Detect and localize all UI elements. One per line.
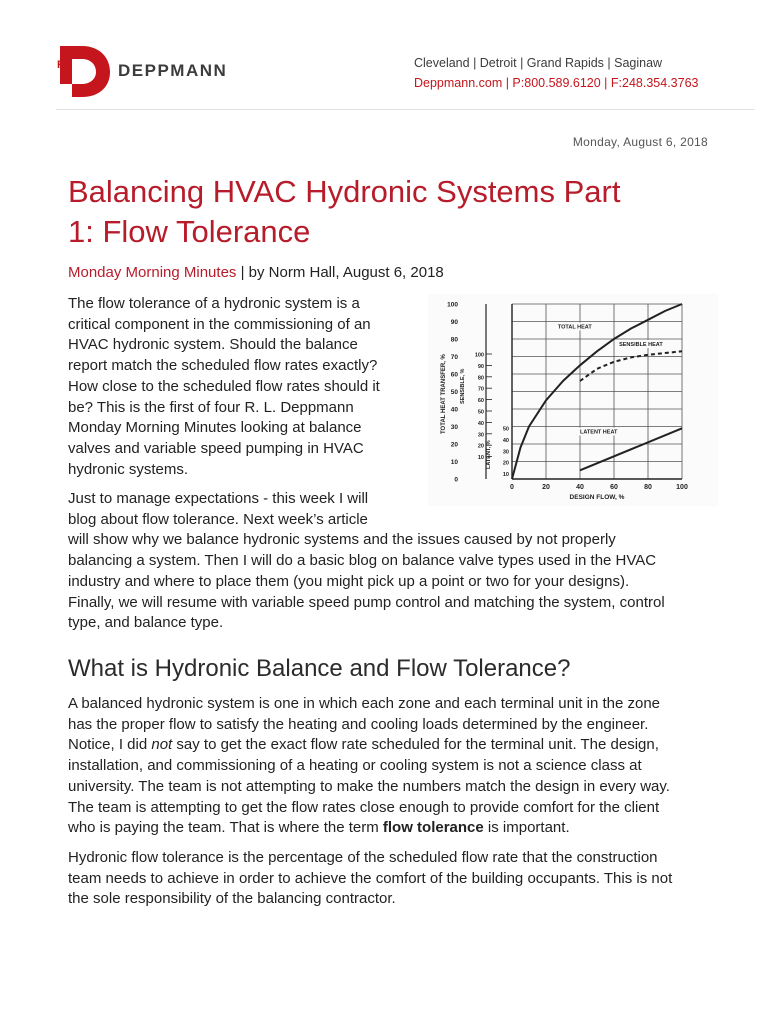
x-tick-label: 100 bbox=[676, 484, 688, 491]
y-tick-label: 20 bbox=[450, 441, 458, 449]
series-label-2: LATENT HEAT bbox=[580, 429, 618, 436]
y-tick-label: 10 bbox=[450, 459, 458, 466]
section-heading: What is Hydronic Balance and Flow Tolerance? bbox=[68, 655, 571, 682]
x-tick-label: 0 bbox=[510, 484, 514, 491]
post-date: Monday, August 6, 2018 bbox=[572, 135, 708, 149]
page-header bbox=[0, 0, 768, 110]
logo-letters: RL bbox=[57, 59, 72, 71]
tolerance-paragraph: Hydronic flow tolerance is the percentage of the scheduled flow rate that the construction team needs to achieve in order to achieve the comfort of the building occupants. This is not the sole responsibility of the balancing contractor. bbox=[68, 849, 673, 908]
sensible-tick-label: 60 bbox=[477, 398, 484, 405]
heat-transfer-chart bbox=[428, 294, 718, 506]
sensible-tick-label: 50 bbox=[477, 409, 484, 416]
sensible-tick-label: 80 bbox=[477, 375, 484, 382]
term-flow-tolerance: flow tolerance bbox=[382, 819, 484, 837]
x-tick-label: 60 bbox=[610, 484, 618, 491]
emphasis-not: not bbox=[151, 736, 173, 754]
latent-axis-title: LATENT, % bbox=[486, 440, 492, 469]
y-tick-label: 70 bbox=[450, 354, 458, 361]
title-line-2: 1: Flow Tolerance bbox=[68, 214, 311, 249]
latent-tick-label: 30 bbox=[502, 449, 509, 456]
intro-paragraph: The flow tolerance of a hydronic system is a critical component in the commissioning of an HVAC hydronic system. Should the balance report match the scheduled flow rates exactly? How close to the scheduled flow rates should it be? This is the first of four R. L. Deppmann Monday Morning Minutes looking at balance valves and variable speed pumping in HVAC hydronic systems. bbox=[68, 295, 380, 478]
y-tick-label: 80 bbox=[450, 336, 458, 344]
contact-info[interactable]: Deppmann.com | P:800.589.6120 | F:248.354.3763 bbox=[414, 76, 699, 90]
latent-tick-label: 20 bbox=[502, 460, 509, 467]
y-tick-label: 90 bbox=[450, 319, 458, 326]
byline bbox=[68, 264, 444, 281]
y-tick-label: 0 bbox=[454, 476, 458, 484]
author-date: | by Norm Hall, August 6, 2018 bbox=[236, 264, 444, 281]
y-tick-label: 30 bbox=[450, 424, 458, 431]
sensible-tick-label: 20 bbox=[477, 443, 484, 450]
y-axis-title: TOTAL HEAT TRANSFER, % bbox=[441, 354, 447, 434]
y-tick-label: 100 bbox=[447, 301, 458, 309]
header-divider bbox=[56, 109, 755, 110]
series-label-0: TOTAL HEAT bbox=[557, 324, 592, 331]
sensible-tick-label: 90 bbox=[477, 363, 484, 370]
y-tick-label: 40 bbox=[450, 406, 458, 414]
article-title bbox=[68, 172, 708, 252]
sensible-tick-label: 100 bbox=[474, 352, 484, 359]
deppmann-logo-icon bbox=[56, 44, 112, 98]
y-tick-label: 60 bbox=[450, 371, 458, 379]
title-line-1: Balancing HVAC Hydronic Systems Part bbox=[68, 174, 621, 209]
x-axis-title: DESIGN FLOW, % bbox=[569, 494, 625, 501]
series-link[interactable]: Monday Morning Minutes bbox=[68, 264, 237, 281]
x-tick-label: 20 bbox=[542, 484, 550, 491]
header-contact-block bbox=[414, 53, 698, 93]
latent-tick-label: 40 bbox=[502, 437, 509, 444]
second-paragraph: Just to manage expectations - this week I will blog about flow tolerance. Next week’s article will show why we balance hydronic systems and the issues caused by not properly balancing a system. Then I will do a basic blog on balance valve types used in the HVAC industry and where to place them (you might pick up a point or two for your designs). Finally, we will resume with variable speed pump control and matching the system, control type, and balance type. bbox=[68, 490, 665, 632]
latent-tick-label: 10 bbox=[502, 472, 509, 479]
series-label-1: SENSIBLE HEAT bbox=[619, 342, 663, 348]
sensible-tick-label: 70 bbox=[477, 386, 484, 393]
brand-name: DEPPMANN bbox=[118, 61, 228, 80]
balance-paragraph: A balanced hydronic system is one in which each zone and each terminal unit in the zone has the proper flow to satisfy the heating and cooling loads determined by the engineer. Notice, I did not say to get the exact flow rate scheduled for the terminal unit. The design, installation, and commissioning of a heating or cooling system is not a science class at university. The team is not attempting to make the numbers match the design in every way. The team is attempting to get the flow rates close enough to provide comfort for the client who is paying the team. That is where the term flow tolerance is important. bbox=[68, 695, 670, 837]
sensible-tick-label: 10 bbox=[477, 455, 484, 462]
x-tick-label: 80 bbox=[644, 484, 652, 491]
y-tick-label: 50 bbox=[450, 389, 458, 396]
office-locations: Cleveland | Detroit | Grand Rapids | Saginaw bbox=[414, 56, 663, 70]
sensible-axis-title: SENSIBLE, % bbox=[460, 368, 466, 404]
sensible-tick-label: 40 bbox=[477, 420, 484, 427]
x-tick-label: 40 bbox=[576, 484, 584, 491]
latent-tick-label: 50 bbox=[502, 426, 509, 433]
sensible-tick-label: 30 bbox=[477, 432, 484, 439]
